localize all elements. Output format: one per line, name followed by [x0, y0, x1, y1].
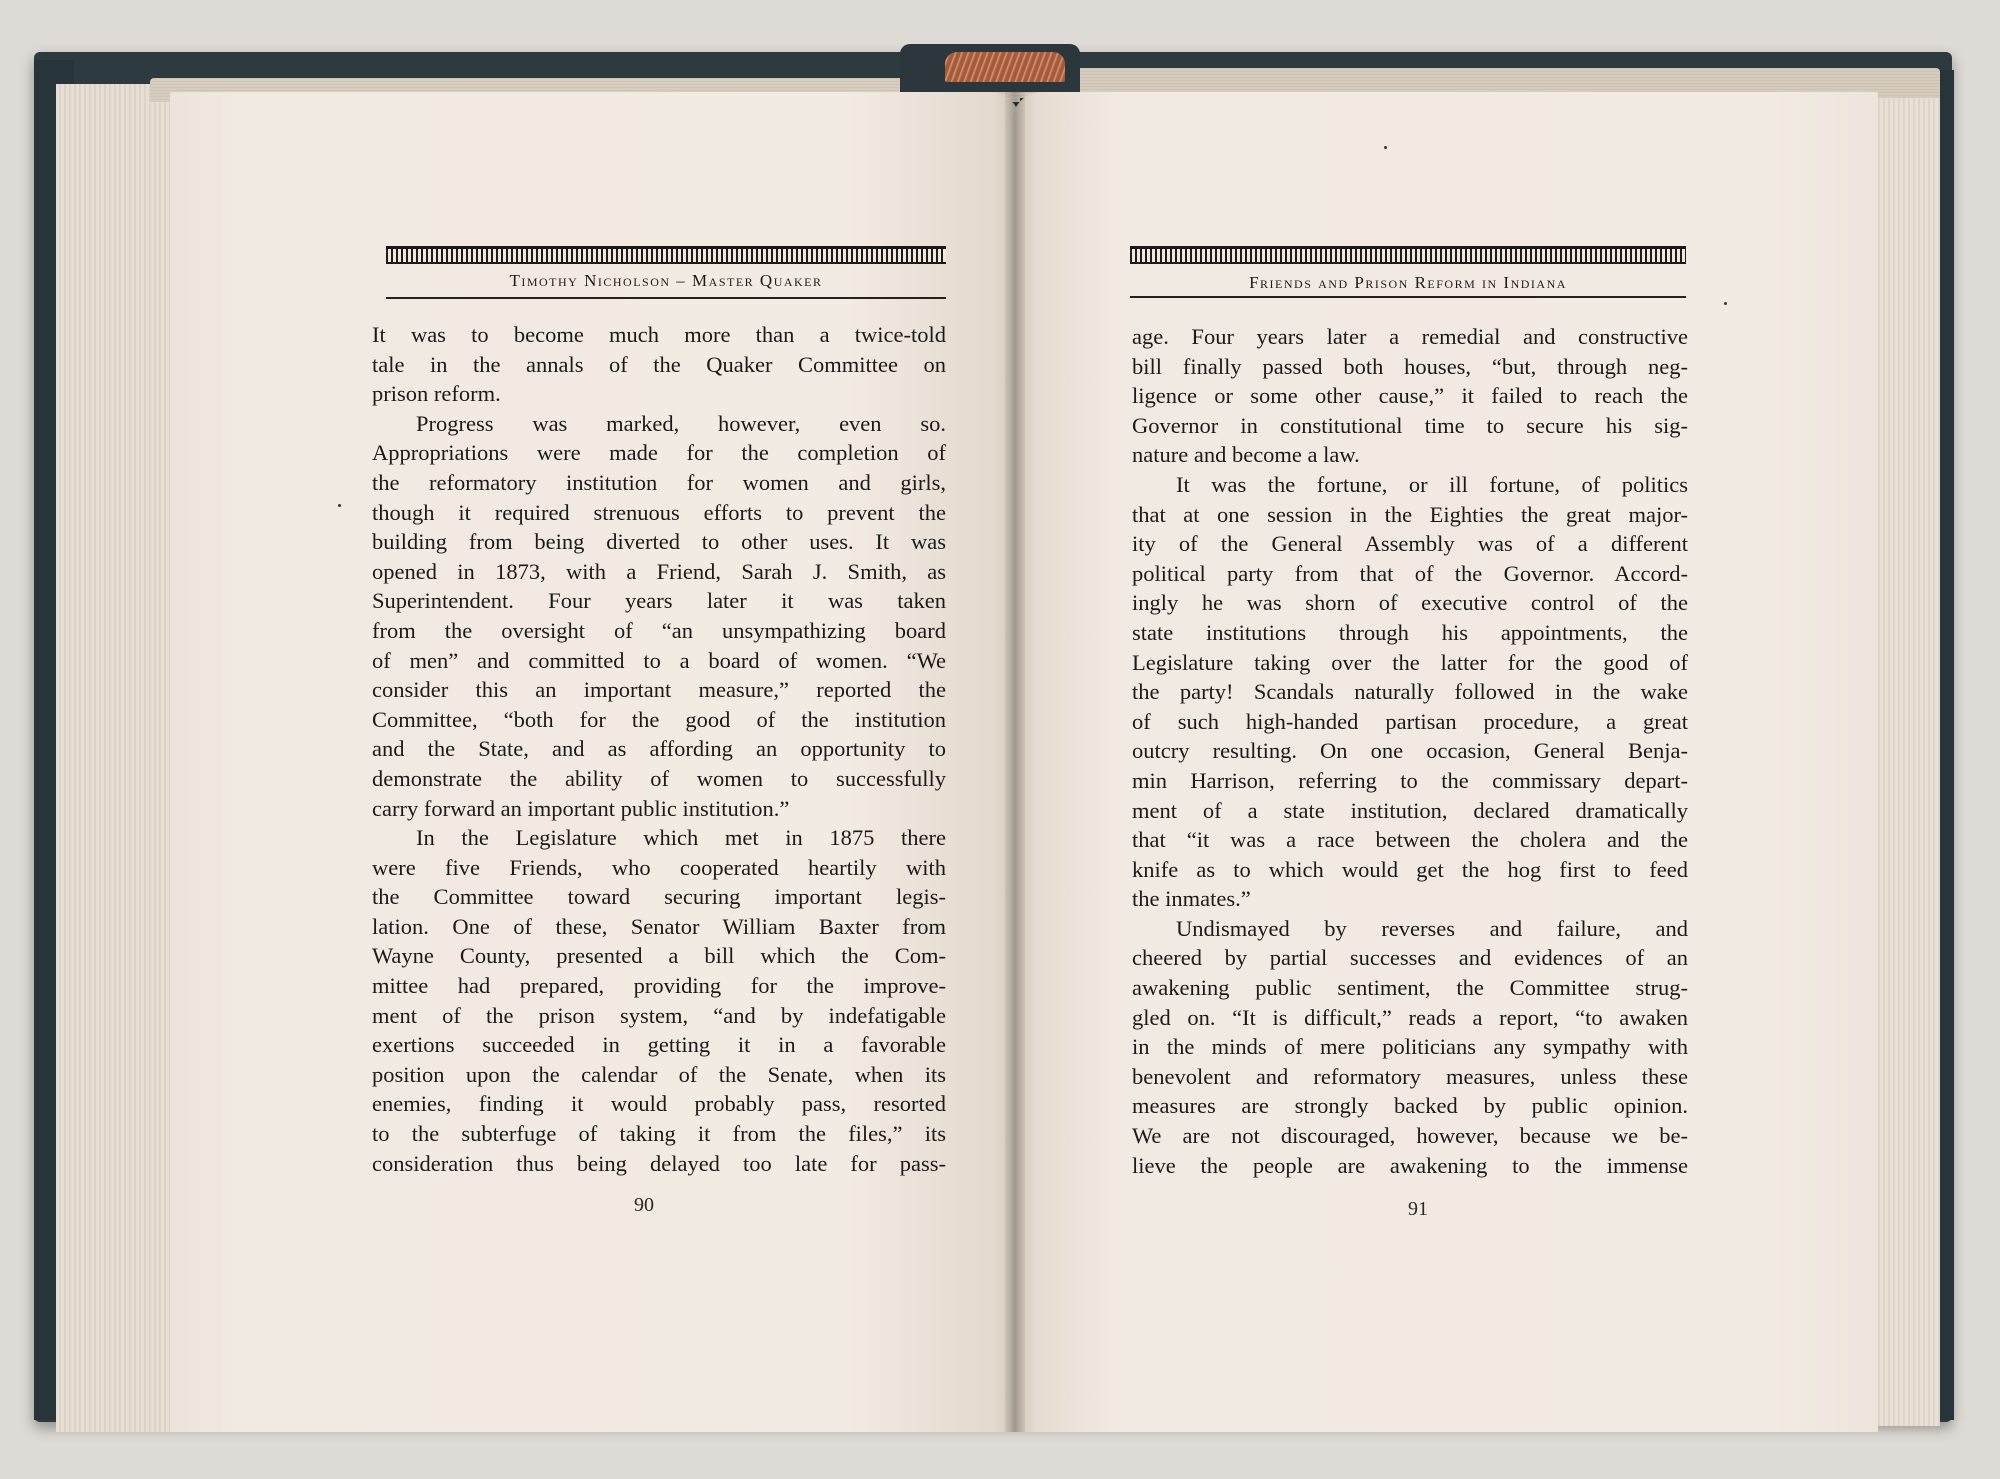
text-line: consider this an important measure,” reported the: [372, 677, 946, 703]
paper-speck: [1384, 146, 1387, 149]
text-line: building from being diverted to other uses. It was: [372, 529, 946, 555]
left-running-head: Timothy Nicholson – Master Quaker: [509, 271, 823, 290]
text-line: Governor in constitutional time to secure his sig-: [1132, 412, 1688, 438]
text-line: age. Four years later a remedial and constructive: [1132, 324, 1688, 349]
right-running-head: Friends and Prison Reform in Indiana: [1249, 273, 1567, 292]
text-line: It was to become much more than a twice-told: [372, 322, 946, 347]
text-line: awakening public sentiment, the Committee strug-: [1132, 975, 1688, 1001]
text-line: tale in the annals of the Quaker Committee on: [372, 351, 946, 377]
text-line: benevolent and reformatory measures, unless these: [1132, 1063, 1688, 1089]
text-line: Wayne County, presented a bill which the Com-: [372, 943, 946, 969]
left-page-number: 90: [634, 1194, 654, 1216]
text-line: enemies, finding it would probably pass, resorted: [372, 1091, 946, 1117]
text-line: nature and become a law.: [1132, 442, 1360, 468]
text-line: the inmates.”: [1132, 886, 1251, 912]
text-line: of men” and committed to a board of women. “We: [372, 647, 946, 673]
right-header-ornament: [1130, 246, 1686, 264]
text-line: lation. One of these, Senator William Baxter from: [372, 913, 946, 939]
text-line: measures are strongly backed by public opinion.: [1132, 1093, 1688, 1119]
text-line: lieve the people are awakening to the immense: [1132, 1152, 1688, 1178]
text-line: ment of the prison system, “and by indefatigable: [372, 1002, 946, 1028]
text-line: Committee, “both for the good of the institution: [372, 706, 946, 732]
left-body-text: [372, 320, 946, 1178]
headband: [945, 52, 1065, 82]
text-line: prison reform.: [372, 381, 501, 407]
text-line: to the subterfuge of taking it from the files,” its: [372, 1121, 946, 1147]
text-line: min Harrison, referring to the commissary depart-: [1132, 767, 1688, 793]
text-line: We are not discouraged, however, because we be-: [1132, 1123, 1688, 1149]
text-line: carry forward an important public institution.”: [372, 795, 790, 821]
right-body-text: [1132, 322, 1688, 1180]
text-line: Undismayed by reverses and failure, and: [1176, 915, 1688, 941]
text-line: demonstrate the ability of women to successfully: [372, 765, 946, 791]
left-header-ornament: [386, 246, 946, 264]
text-line: It was the fortune, or ill fortune, of politics: [1176, 471, 1688, 497]
text-line: the reformatory institution for women and girls,: [372, 469, 946, 495]
paper-speck: [338, 504, 341, 507]
text-line: mittee had prepared, providing for the improve-: [372, 973, 946, 999]
text-line: ligence or some other cause,” it failed to reach the: [1132, 383, 1688, 409]
text-line: that at one session in the Eighties the great major-: [1132, 501, 1688, 527]
text-line: that “it was a race between the cholera and the: [1132, 827, 1688, 853]
text-line: In the Legislature which met in 1875 there: [416, 825, 946, 851]
text-line: Superintendent. Four years later it was taken: [372, 588, 946, 614]
text-line: opened in 1873, with a Friend, Sarah J. Smith, as: [372, 558, 946, 584]
text-line: political party from that of the Governor. Accord-: [1132, 560, 1688, 586]
text-line: ment of a state institution, declared dramatically: [1132, 797, 1688, 823]
text-line: Appropriations were made for the completion of: [372, 440, 946, 466]
text-line: gled on. “It is difficult,” reads a report, “to awaken: [1132, 1004, 1688, 1030]
left-head-rule: [386, 297, 946, 299]
book-gutter: [1005, 92, 1025, 1432]
paper-speck: [1724, 302, 1727, 305]
text-line: from the oversight of “an unsympathizing board: [372, 617, 946, 643]
text-line: position upon the calendar of the Senate, when its: [372, 1061, 946, 1087]
text-line: exertions succeeded in getting it in a favorable: [372, 1032, 946, 1058]
text-line: were five Friends, who cooperated heartily with: [372, 854, 946, 880]
text-line: bill finally passed both houses, “but, through neg-: [1132, 353, 1688, 379]
text-line: knife as to which would get the hog first to feed: [1132, 856, 1688, 882]
text-line: the Committee toward securing important legis-: [372, 884, 946, 910]
text-line: though it required strenuous efforts to prevent the: [372, 499, 946, 525]
text-line: Progress was marked, however, even so.: [416, 410, 946, 436]
text-line: and the State, and as affording an opportunity to: [372, 736, 946, 762]
text-line: state institutions through his appointments, the: [1132, 619, 1688, 645]
text-line: Legislature taking over the latter for the good of: [1132, 649, 1688, 675]
text-line: ingly he was shorn of executive control of the: [1132, 590, 1688, 616]
text-line: ity of the General Assembly was of a different: [1132, 531, 1688, 557]
text-line: consideration thus being delayed too late for pass-: [372, 1150, 946, 1176]
text-line: of such high-handed partisan procedure, a great: [1132, 708, 1688, 734]
text-line: outcry resulting. On one occasion, General Benja-: [1132, 738, 1688, 764]
text-line: in the minds of mere politicians any sympathy with: [1132, 1034, 1688, 1060]
text-line: the party! Scandals naturally followed in the wake: [1132, 679, 1688, 705]
text-line: cheered by partial successes and evidences of an: [1132, 945, 1688, 971]
right-page-number: 91: [1408, 1198, 1428, 1220]
right-head-rule: [1130, 296, 1686, 298]
